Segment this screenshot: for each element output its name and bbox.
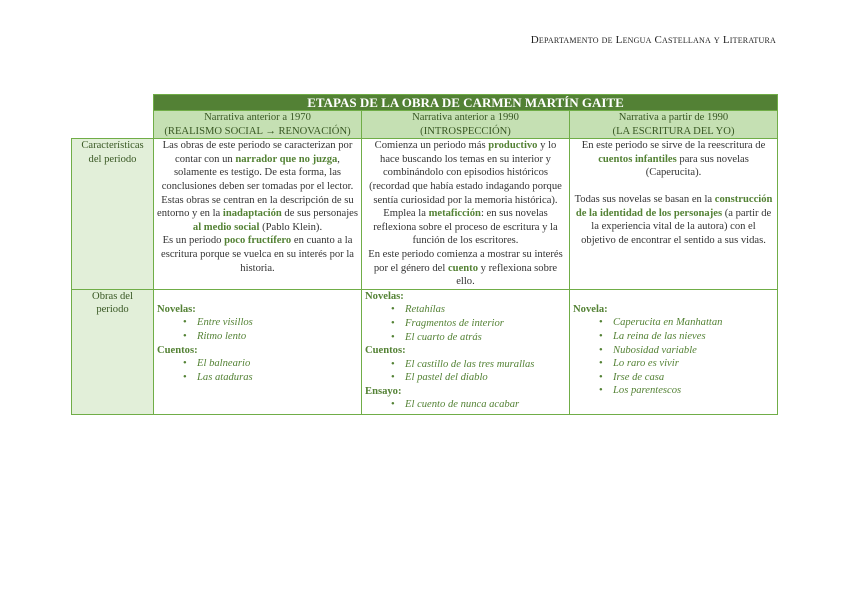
works-category-heading: Ensayo: bbox=[365, 385, 402, 397]
text-run: de sus personajes bbox=[281, 208, 358, 220]
highlight-text: poco fructífero bbox=[224, 235, 292, 247]
works-list bbox=[365, 398, 566, 412]
highlight-text: narrador que no juzga bbox=[235, 153, 338, 165]
work-title: • Irse de casa bbox=[599, 371, 774, 385]
works-category-heading: Cuentos: bbox=[157, 344, 198, 356]
highlight-text: cuentos infantiles bbox=[598, 153, 677, 165]
text-run: Todas sus novelas se basan en la bbox=[574, 193, 715, 205]
text-run: : en sus novelas reflexiona sobre el proceso de escritura y la función de los escritores. bbox=[373, 208, 558, 247]
works-cell-2 bbox=[362, 289, 570, 414]
text-run: Estas obras se centran en la descripción de su entorno y en la bbox=[157, 194, 354, 220]
work-title: • La reina de las nieves bbox=[599, 330, 774, 344]
works-cell-3 bbox=[570, 289, 778, 414]
works-category-heading: Novelas: bbox=[157, 303, 196, 315]
text-run: Es un periodo bbox=[162, 235, 225, 247]
work-title: • Entre visillos bbox=[183, 316, 358, 330]
work-title: • Caperucita en Manhattan bbox=[599, 316, 774, 330]
characteristics-paragraph bbox=[157, 234, 358, 275]
work-title: • Lo raro es vivir bbox=[599, 357, 774, 371]
work-title: • El cuento de nunca acabar bbox=[391, 398, 566, 412]
text-run: Las obras de este periodo se caracterizan por contar con un bbox=[162, 140, 353, 165]
column-header-3 bbox=[570, 111, 778, 139]
characteristics-paragraph bbox=[365, 139, 566, 207]
characteristics-paragraph bbox=[573, 193, 774, 247]
row-header-characteristics: Características del periodo bbox=[72, 139, 154, 290]
works-list bbox=[365, 358, 566, 385]
highlight-text: metaficción bbox=[428, 208, 481, 220]
empty-corner bbox=[72, 111, 154, 139]
header-row bbox=[72, 111, 778, 139]
column-header-period: Narrativa anterior a 1970 bbox=[204, 112, 311, 123]
text-run: (Pablo Klein). bbox=[259, 221, 323, 233]
text-run: En este periodo se sirve de la reescritura de bbox=[581, 140, 766, 152]
work-title: • Retahílas bbox=[391, 303, 566, 317]
stages-table bbox=[71, 94, 778, 415]
works-category-heading: Novela: bbox=[573, 303, 608, 315]
work-title: • Las ataduras bbox=[183, 371, 358, 385]
highlight-text: construcción de la identidad de los personajes bbox=[575, 193, 773, 219]
table-title: ETAPAS DE LA OBRA DE CARMEN MARTÍN GAITE bbox=[154, 95, 778, 111]
text-run: , solamente es testigo. De esta forma, las conclusiones deben ser tomadas por el lector. bbox=[161, 153, 354, 192]
text-run: para sus novelas (Caperucita). bbox=[645, 153, 749, 179]
characteristics-paragraph bbox=[157, 139, 358, 193]
work-title: • Los parentescos bbox=[599, 384, 774, 398]
column-header-stage: (REALISMO SOCIAL → RENOVACIÓN) bbox=[164, 125, 351, 137]
work-title: • El castillo de las tres murallas bbox=[391, 358, 566, 372]
work-title: • El cuarto de atrás bbox=[391, 331, 566, 345]
characteristics-cell-1 bbox=[154, 139, 362, 290]
works-category-heading: Cuentos: bbox=[365, 345, 406, 357]
characteristics-cell-3 bbox=[570, 139, 778, 290]
characteristics-cell-2 bbox=[362, 139, 570, 290]
highlight-text: productivo bbox=[488, 140, 538, 152]
department-header: Departamento de Lengua Castellana y Literatura bbox=[530, 34, 776, 46]
text-run: (a partir de la experiencia vital de la autora) con el objetivo de encontrar el sentido a sus vidas. bbox=[581, 207, 772, 246]
works-row bbox=[72, 289, 778, 414]
column-header-period: Narrativa a partir de 1990 bbox=[618, 112, 729, 123]
column-header-2 bbox=[362, 111, 570, 139]
highlight-text: cuento bbox=[447, 262, 478, 274]
text-run: en cuanto a la escritura porque se vuelca en su interés por la historia. bbox=[161, 235, 354, 274]
highlight-text: inadaptación bbox=[222, 208, 282, 220]
work-title: • El pastel del diablo bbox=[391, 371, 566, 385]
column-header-period: Narrativa anterior a 1990 bbox=[412, 112, 519, 123]
work-title: • Nubosidad variable bbox=[599, 344, 774, 358]
works-list bbox=[365, 303, 566, 344]
text-run: Comienza un periodo más bbox=[374, 140, 489, 152]
text-run: En este periodo comienza a mostrar su interés por el género del bbox=[368, 248, 563, 274]
works-list bbox=[573, 316, 774, 398]
title-row bbox=[72, 95, 778, 111]
column-header-stage: (LA ESCRITURA DEL YO) bbox=[612, 125, 735, 137]
works-cell-1 bbox=[154, 289, 362, 414]
highlight-text: al medio social bbox=[192, 221, 260, 233]
characteristics-paragraph bbox=[157, 194, 358, 235]
works-category-heading: Novelas: bbox=[365, 290, 404, 302]
characteristics-row bbox=[72, 139, 778, 290]
characteristics-paragraph bbox=[365, 207, 566, 248]
column-header-1 bbox=[154, 111, 362, 139]
empty-corner bbox=[72, 95, 154, 111]
row-header-works: Obras del periodo bbox=[72, 289, 154, 414]
works-list bbox=[157, 357, 358, 384]
text-run: Emplea la bbox=[383, 208, 429, 220]
work-title: • Ritmo lento bbox=[183, 330, 358, 344]
text-run: y reflexiona sobre ello. bbox=[456, 262, 558, 288]
column-header-stage: (INTROSPECCIÓN) bbox=[420, 125, 511, 137]
characteristics-paragraph bbox=[573, 139, 774, 180]
work-title: • Fragmentos de interior bbox=[391, 317, 566, 331]
characteristics-paragraph bbox=[365, 248, 566, 289]
text-run: y lo hace buscando los temas en su interior y combinándolo con episodios históricos (recordad que había estado indagando porque sentía curiosidad por la memoria histórica). bbox=[369, 140, 562, 206]
work-title: • El balneario bbox=[183, 357, 358, 371]
works-list bbox=[157, 316, 358, 343]
